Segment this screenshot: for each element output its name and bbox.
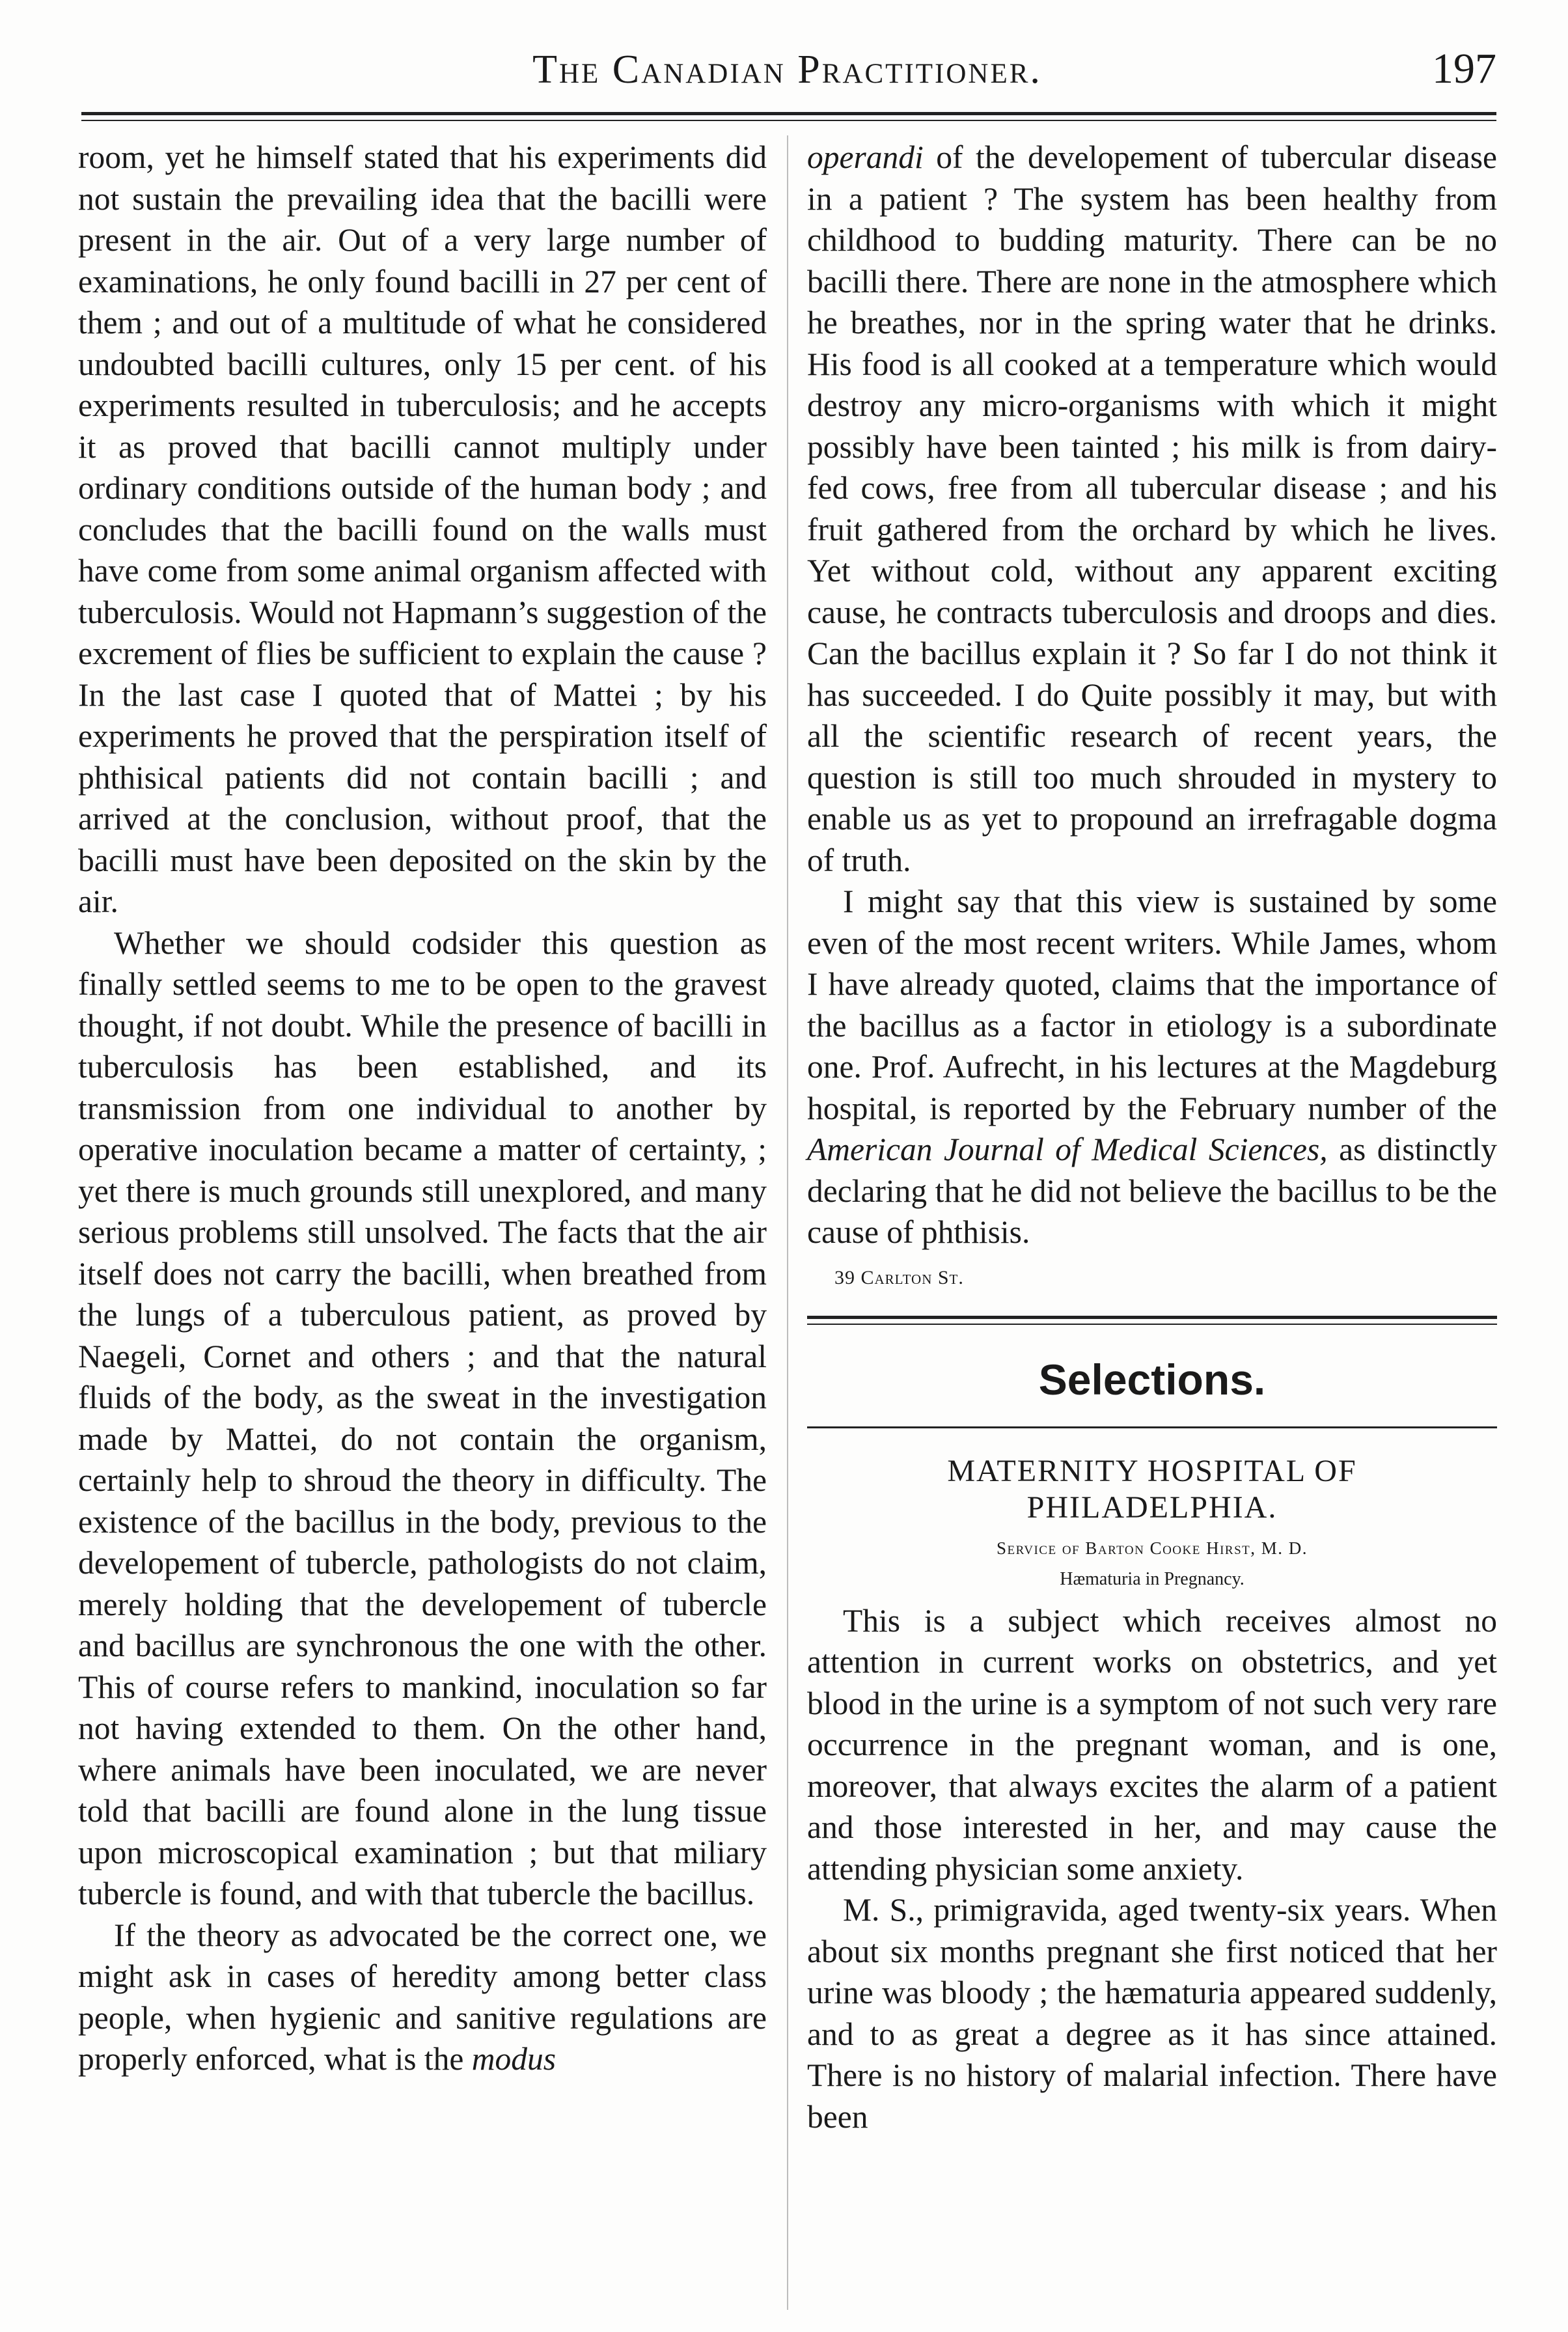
right-paragraph-4: M. S., primigravida, aged twenty-six years. When about six months pregnant she first noticed that her urine was bloody ; the hæmaturia appeared suddenly, and to as great a degree as it has since attained. There is no history of malarial infection. There have been xyxy=(807,1892,1497,2135)
header-rule-thick xyxy=(81,112,1496,115)
section-rule-thin xyxy=(807,1324,1497,1325)
section-heading: Selections. xyxy=(1038,1355,1266,1404)
section-rule-thick xyxy=(807,1316,1497,1319)
left-paragraph-3-italic: modus xyxy=(471,2041,557,2077)
column-divider xyxy=(787,135,788,2310)
article-subtitle: Hæmaturia in Pregnancy. xyxy=(1060,1568,1245,1589)
right-paragraph-1-italic: operandi xyxy=(807,139,924,175)
author-address: 39 Carlton St. xyxy=(834,1266,964,1288)
article-title: MATERNITY HOSPITAL OF PHILADELPHIA. xyxy=(947,1453,1357,1525)
left-paragraph-3 xyxy=(78,1915,767,2080)
right-paragraph-2 xyxy=(807,881,1497,1253)
right-paragraph-2-tail: as distinctly declaring that he did not believe the bacillus to be the cause of phthisis. xyxy=(807,1131,1497,1250)
article-byline: Service of Barton Cooke Hirst, M. D. xyxy=(996,1538,1308,1558)
left-paragraph-3-text: If the theory as advocated be the correct one, we might ask in cases of heredity among better class people, when hygienic and sanitive regulations are properly enforced, what is the xyxy=(78,1917,767,2077)
header-rule-thin xyxy=(81,120,1496,121)
right-column xyxy=(807,137,1497,2137)
right-paragraph-1-text: of the developement of tubercular disease in a patient ? The system has been healthy from childhood to budding maturity. There can be no bacilli there. There are none in the atmosphere which he breathes, nor in the spring water that he drinks. His food is all cooked at a temperature which would destroy any micro-organisms with which it might possibly have been tainted ; his milk is from dairy-fed cows, free from all tubercular disease ; and his fruit gathered from the orchard by which he lives. Yet without cold, without any apparent exciting cause, he contracts tuberculosis and droops and dies. Can the bacillus explain it ? So far I do not think it has succeeded. I do Quite possibly it may, but with all the scientific research of recent years, the question is still too much shrouded in mystery to enable us as yet to propound an irrefragable dogma of truth. xyxy=(807,139,1497,878)
right-paragraph-1 xyxy=(807,137,1497,881)
journal-title-italic: American Journal of Medical Sciences, xyxy=(807,1131,1328,1167)
left-column xyxy=(78,137,767,2080)
left-paragraph-2: Whether we should codsider this question as finally settled seems to me to be open to the gravest thought, if not doubt. While the presence of bacilli in tuberculosis has been established, and its transmission from one individual to another by operative inoculation became a matter of certainty, ; yet there is much grounds still unexplored, and many serious problems still unsolved. The facts that the air itself does not carry the bacilli, when breathed from the lungs of a tuberculous patient, as proved by Naegeli, Cornet and others ; and that the natural fluids of the body, as the sweat in the investigation made by Mattei, do not contain the organism, certainly help to shroud the theory in difficulty. The existence of the bacillus in the body, previous to the developement of tubercle, pathologists do not claim, merely holding that the developement of tubercle and bacillus are synchronous the one with the other. This of course refers to mankind, inoculation so far not having extended to them. On the other hand, where animals have been inoculated, we are never told that bacilli are found alone in the lung tissue upon microscopical examination ; but that miliary tubercle is found, and with that tubercle the bacillus. xyxy=(78,924,767,1911)
right-paragraph-2-text: I might say that this view is sustained by some even of the most recent writers. While James, whom I have already quoted, claims that the importance of the bacillus as a factor in etiology is a subordinate one. Prof. Aufrecht, in his lectures at the Magdeburg hospital, is reported by the February number of the xyxy=(807,883,1497,1126)
left-paragraph-1: room, yet he himself stated that his experiments did not sustain the prevailing idea that the bacilli were present in the air. Out of a very large number of examinations, he only found bacilli in 27 per cent of them ; and out of a multitude of what he considered undoubted bacilli cultures, only 15 per cent. of his experiments resulted in tuberculosis; and he accepts it as proved that bacilli cannot multiply under ordinary conditions outside of the human body ; and concludes that the bacilli found on the walls must have come from some animal organism affected with tuberculosis. Would not Hapmann’s suggestion of the excrement of flies be sufficient to explain the cause ? In the last case I quoted that of Mattei ; by his experiments he proved that the perspiration itself of phthisical patients did not contain bacilli ; and arrived at the conclusion, without proof, that the bacilli must have been deposited on the skin by the air. xyxy=(78,139,767,919)
running-head xyxy=(78,40,1496,105)
right-paragraph-3: This is a subject which receives almost no attention in current works on obstetrics, and yet blood in the urine is a symptom of not such very rare occurrence in the pregnant woman, and is one, moreover, that always excites the alarm of a patient and those interested in her, and may cause the attending physician some anxiety. xyxy=(807,1602,1497,1887)
section-rule-bottom xyxy=(807,1426,1497,1428)
running-title: The Canadian Practitioner. xyxy=(532,48,1042,92)
page-number: 197 xyxy=(1432,45,1496,92)
